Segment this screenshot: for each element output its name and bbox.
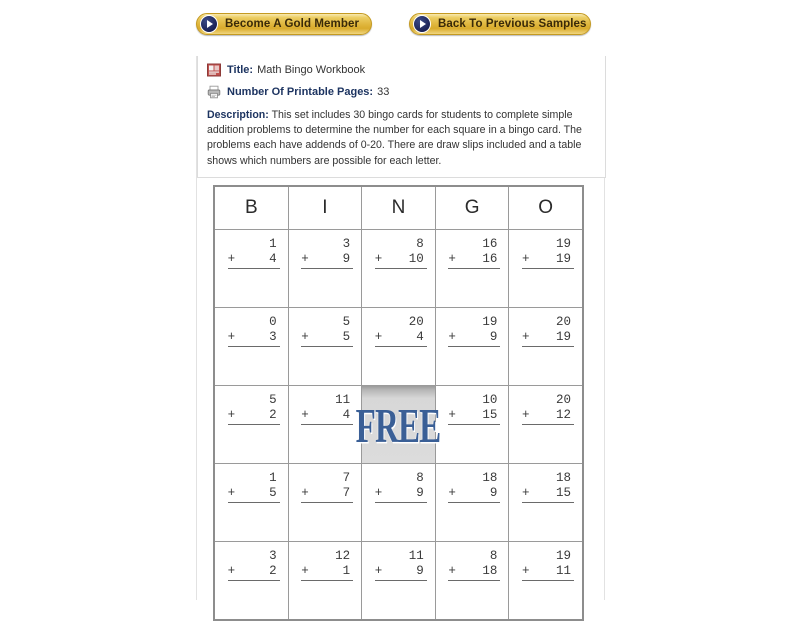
plus-sign: + bbox=[301, 486, 309, 500]
addend-top: 16 bbox=[482, 237, 498, 251]
addend-bottom: 4 bbox=[416, 330, 424, 344]
plus-sign: + bbox=[227, 252, 236, 266]
description-block bbox=[207, 108, 595, 169]
bingo-problem-cell bbox=[362, 464, 436, 542]
bingo-problem-cell bbox=[435, 308, 509, 386]
addend-bottom-row bbox=[228, 408, 280, 425]
addition-problem bbox=[522, 471, 574, 503]
addition-problem bbox=[448, 315, 500, 347]
addition-problem bbox=[375, 471, 427, 503]
bingo-problem-cell bbox=[509, 464, 583, 542]
addend-bottom-row bbox=[228, 252, 280, 269]
plus-sign: + bbox=[448, 564, 456, 578]
addend-bottom: 19 bbox=[555, 330, 571, 344]
bingo-problem-cell bbox=[509, 230, 583, 308]
addend-bottom: 2 bbox=[269, 408, 277, 422]
addend-bottom-row bbox=[228, 486, 280, 503]
plus-sign: + bbox=[522, 408, 530, 422]
addend-bottom: 11 bbox=[555, 564, 571, 578]
addition-problem bbox=[522, 393, 574, 425]
addend-bottom-row bbox=[228, 330, 280, 347]
bingo-problem-cell bbox=[288, 386, 362, 464]
addition-problem bbox=[301, 471, 353, 503]
addend-top: 12 bbox=[335, 549, 351, 563]
addend-bottom-row bbox=[301, 486, 353, 503]
bingo-problem-cell bbox=[509, 542, 583, 621]
addend-bottom: 9 bbox=[416, 564, 424, 578]
bingo-problem-cell bbox=[362, 542, 436, 621]
addition-problem bbox=[228, 549, 280, 581]
bingo-header-o: O bbox=[509, 186, 583, 230]
free-space-graphic bbox=[356, 386, 441, 463]
addend-bottom: 3 bbox=[269, 330, 277, 344]
addition-problem bbox=[522, 549, 574, 581]
addition-problem bbox=[522, 315, 574, 347]
plus-sign: + bbox=[522, 252, 530, 266]
bingo-problem-cell bbox=[362, 308, 436, 386]
become-gold-member-button[interactable] bbox=[196, 13, 372, 35]
addend-bottom-row bbox=[522, 408, 574, 425]
content-panel bbox=[196, 56, 605, 600]
bingo-problem-cell bbox=[435, 542, 509, 621]
plus-sign: + bbox=[448, 408, 456, 422]
plus-sign: + bbox=[227, 486, 236, 500]
plus-sign: + bbox=[374, 486, 383, 500]
addend-bottom: 19 bbox=[555, 252, 571, 266]
addend-bottom: 9 bbox=[342, 252, 351, 266]
addition-problem bbox=[301, 315, 353, 347]
plus-sign: + bbox=[448, 252, 456, 266]
top-button-bar bbox=[0, 0, 800, 48]
bingo-problem-cell bbox=[509, 308, 583, 386]
bingo-row bbox=[214, 464, 583, 542]
addend-bottom: 12 bbox=[555, 408, 571, 422]
bingo-card-table bbox=[213, 185, 584, 621]
title-label: Title: bbox=[227, 64, 254, 76]
addition-problem bbox=[301, 237, 353, 269]
bingo-header-row bbox=[214, 186, 583, 230]
bingo-row bbox=[214, 542, 583, 621]
addend-bottom-row bbox=[448, 486, 500, 503]
addend-bottom-row bbox=[301, 252, 353, 269]
addend-bottom-row bbox=[375, 330, 427, 347]
addend-top: 19 bbox=[555, 237, 571, 251]
description-text: This set includes 30 bingo cards for students to complete simple addition problems to determine the number for each square in a bingo card. The problems each have addends of 0-20. There are draw slips included and a table shows which numbers are possible for each letter. bbox=[207, 109, 582, 167]
addend-bottom: 5 bbox=[342, 330, 351, 344]
printer-icon bbox=[207, 85, 221, 99]
addend-bottom-row bbox=[375, 486, 427, 503]
play-circle-icon bbox=[200, 15, 218, 33]
pages-value: 33 bbox=[377, 86, 390, 98]
addend-bottom: 10 bbox=[408, 252, 424, 266]
bingo-header-n: N bbox=[362, 186, 436, 230]
addend-top: 0 bbox=[269, 315, 277, 329]
bingo-body bbox=[214, 230, 583, 621]
bingo-row bbox=[214, 386, 583, 464]
bingo-header-b: B bbox=[214, 186, 288, 230]
plus-sign: + bbox=[227, 564, 236, 578]
addend-bottom: 5 bbox=[269, 486, 277, 500]
addend-bottom-row bbox=[522, 564, 574, 581]
addend-top: 5 bbox=[269, 393, 277, 407]
plus-sign: + bbox=[374, 564, 383, 578]
plus-sign: + bbox=[522, 486, 530, 500]
addend-bottom-row bbox=[375, 564, 427, 581]
addend-bottom-row bbox=[522, 252, 574, 269]
addend-top: 11 bbox=[335, 393, 351, 407]
bingo-problem-cell bbox=[435, 230, 509, 308]
addend-top: 18 bbox=[482, 471, 498, 485]
addition-problem bbox=[228, 471, 280, 503]
addend-bottom: 4 bbox=[269, 252, 277, 266]
addend-bottom: 18 bbox=[482, 564, 498, 578]
addition-problem bbox=[448, 549, 500, 581]
addend-bottom-row bbox=[228, 564, 280, 581]
addend-bottom-row bbox=[375, 252, 427, 269]
bingo-problem-cell bbox=[288, 542, 362, 621]
bingo-problem-cell bbox=[214, 464, 288, 542]
bingo-problem-cell bbox=[288, 230, 362, 308]
bingo-problem-cell bbox=[509, 386, 583, 464]
bingo-free-cell bbox=[356, 386, 441, 464]
addend-bottom: 15 bbox=[482, 408, 498, 422]
addend-top: 5 bbox=[342, 315, 351, 329]
addition-problem bbox=[228, 393, 280, 425]
addend-top: 8 bbox=[416, 471, 424, 485]
worksheet-info-box bbox=[197, 56, 606, 178]
back-to-previous-samples-label: Back To Previous Samples bbox=[438, 18, 587, 30]
addend-bottom: 9 bbox=[416, 486, 424, 500]
book-icon bbox=[207, 63, 221, 77]
bingo-problem-cell bbox=[288, 464, 362, 542]
addend-bottom-row bbox=[522, 486, 574, 503]
addend-top: 10 bbox=[482, 393, 498, 407]
addend-bottom-row bbox=[448, 252, 500, 269]
title-value: Math Bingo Workbook bbox=[257, 64, 366, 76]
plus-sign: + bbox=[448, 330, 456, 344]
addend-bottom: 9 bbox=[489, 486, 498, 500]
addition-problem bbox=[375, 549, 427, 581]
addend-top: 11 bbox=[408, 549, 424, 563]
addition-problem bbox=[228, 237, 280, 269]
back-to-previous-samples-button[interactable] bbox=[409, 13, 591, 35]
addend-bottom-row bbox=[301, 408, 353, 425]
bingo-row bbox=[214, 230, 583, 308]
addition-problem bbox=[448, 393, 500, 425]
addend-bottom: 2 bbox=[269, 564, 277, 578]
plus-sign: + bbox=[374, 330, 383, 344]
plus-sign: + bbox=[301, 564, 309, 578]
addition-problem bbox=[375, 315, 427, 347]
addend-bottom-row bbox=[301, 564, 353, 581]
plus-sign: + bbox=[301, 330, 309, 344]
bingo-problem-cell bbox=[362, 230, 436, 308]
free-space-label: FREE bbox=[356, 398, 441, 453]
addend-top: 18 bbox=[555, 471, 571, 485]
addend-top: 8 bbox=[416, 237, 424, 251]
addend-top: 19 bbox=[482, 315, 498, 329]
bingo-problem-cell bbox=[288, 308, 362, 386]
addend-top: 3 bbox=[342, 237, 351, 251]
description-label: Description: bbox=[207, 109, 269, 121]
bingo-problem-cell bbox=[214, 230, 288, 308]
addend-top: 1 bbox=[269, 237, 277, 251]
bingo-problem-cell bbox=[435, 386, 509, 464]
bingo-row bbox=[214, 308, 583, 386]
plus-sign: + bbox=[301, 252, 309, 266]
addend-top: 3 bbox=[269, 549, 277, 563]
addend-top: 20 bbox=[555, 393, 571, 407]
addend-bottom: 1 bbox=[342, 564, 351, 578]
addend-bottom: 9 bbox=[489, 330, 498, 344]
bingo-problem-cell bbox=[214, 308, 288, 386]
plus-sign: + bbox=[522, 564, 530, 578]
addition-problem bbox=[301, 549, 353, 581]
title-row bbox=[207, 63, 595, 77]
addend-bottom-row bbox=[522, 330, 574, 347]
addend-top: 7 bbox=[342, 471, 351, 485]
plus-sign: + bbox=[374, 252, 383, 266]
pages-row bbox=[207, 85, 595, 99]
plus-sign: + bbox=[301, 408, 309, 422]
plus-sign: + bbox=[227, 408, 236, 422]
addition-problem bbox=[448, 471, 500, 503]
addend-bottom-row bbox=[448, 408, 500, 425]
pages-label: Number Of Printable Pages: bbox=[227, 86, 374, 98]
bingo-problem-cell bbox=[435, 464, 509, 542]
bingo-problem-cell bbox=[214, 386, 288, 464]
addition-problem bbox=[228, 315, 280, 347]
addend-top: 19 bbox=[555, 549, 571, 563]
plus-sign: + bbox=[448, 486, 456, 500]
addend-bottom: 15 bbox=[555, 486, 571, 500]
bingo-header-i: I bbox=[288, 186, 362, 230]
bingo-header-g: G bbox=[435, 186, 509, 230]
addend-bottom: 7 bbox=[342, 486, 351, 500]
become-gold-member-label: Become A Gold Member bbox=[225, 18, 360, 30]
plus-sign: + bbox=[522, 330, 530, 344]
addend-top: 20 bbox=[555, 315, 571, 329]
addition-problem bbox=[301, 393, 353, 425]
addition-problem bbox=[375, 237, 427, 269]
play-circle-icon bbox=[413, 15, 431, 33]
addend-top: 8 bbox=[489, 549, 498, 563]
addend-top: 20 bbox=[408, 315, 424, 329]
addend-bottom: 16 bbox=[482, 252, 498, 266]
addition-problem bbox=[522, 237, 574, 269]
addend-bottom: 4 bbox=[342, 408, 351, 422]
addend-bottom-row bbox=[448, 330, 500, 347]
bingo-problem-cell bbox=[214, 542, 288, 621]
addend-bottom-row bbox=[301, 330, 353, 347]
plus-sign: + bbox=[227, 330, 236, 344]
addend-bottom-row bbox=[448, 564, 500, 581]
addend-top: 1 bbox=[269, 471, 277, 485]
addition-problem bbox=[448, 237, 500, 269]
